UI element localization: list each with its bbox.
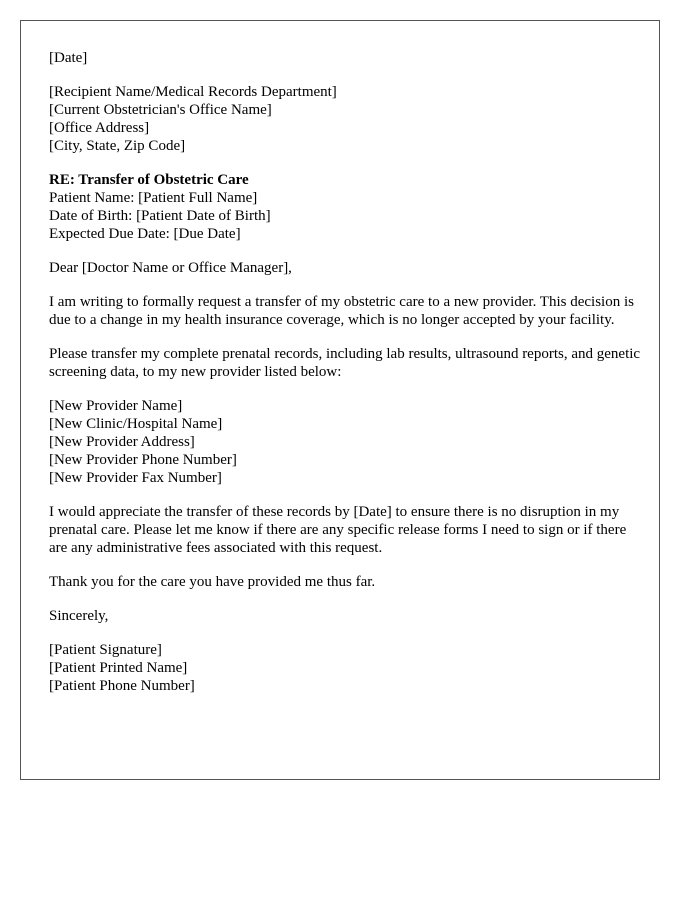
subject-block <box>49 171 645 243</box>
signature-block <box>49 641 645 695</box>
subject-line: Expected Due Date: [Due Date] <box>49 226 241 242</box>
signature-line: [Patient Signature] <box>49 642 162 658</box>
subject-line: Date of Birth: [Patient Date of Birth] <box>49 208 271 224</box>
provider-line: [New Clinic/Hospital Name] <box>49 416 223 432</box>
body-paragraph-1: I am writing to formally request a transfer of my obstetric care to a new provider. This decision is due to a change in my health insurance coverage, which is no longer accepted by your facility. <box>49 294 634 328</box>
signature-line: [Patient Phone Number] <box>49 678 195 694</box>
provider-line: [New Provider Fax Number] <box>49 470 222 486</box>
provider-line: [New Provider Phone Number] <box>49 452 237 468</box>
recipient-address <box>49 83 645 155</box>
recipient-line: [Office Address] <box>49 120 150 136</box>
letter-page <box>20 20 660 780</box>
subject-heading: RE: Transfer of Obstetric Care <box>49 172 249 188</box>
recipient-line: [Recipient Name/Medical Records Department] <box>49 84 337 100</box>
body-paragraph-4: Thank you for the care you have provided me thus far. <box>49 574 376 590</box>
recipient-line: [Current Obstetrician's Office Name] <box>49 102 272 118</box>
letter-content <box>49 49 645 711</box>
body-paragraph-2: Please transfer my complete prenatal records, including lab results, ultrasound reports, and genetic screening data, to my new provider listed below: <box>49 346 641 380</box>
closing: Sincerely, <box>49 608 109 624</box>
date-line <box>49 49 645 67</box>
recipient-line: [City, State, Zip Code] <box>49 138 186 154</box>
provider-line: [New Provider Name] <box>49 398 183 414</box>
letter-date: [Date] <box>49 50 88 66</box>
subject-line: Patient Name: [Patient Full Name] <box>49 190 258 206</box>
body-paragraph-3: I would appreciate the transfer of these records by [Date] to ensure there is no disruption in my prenatal care. Please let me know if there are any specific release forms I need to sign or if there are any administrative fees associated with this request. <box>49 504 627 556</box>
new-provider-address <box>49 397 645 487</box>
salutation: Dear [Doctor Name or Office Manager], <box>49 260 292 276</box>
signature-line: [Patient Printed Name] <box>49 660 188 676</box>
provider-line: [New Provider Address] <box>49 434 195 450</box>
